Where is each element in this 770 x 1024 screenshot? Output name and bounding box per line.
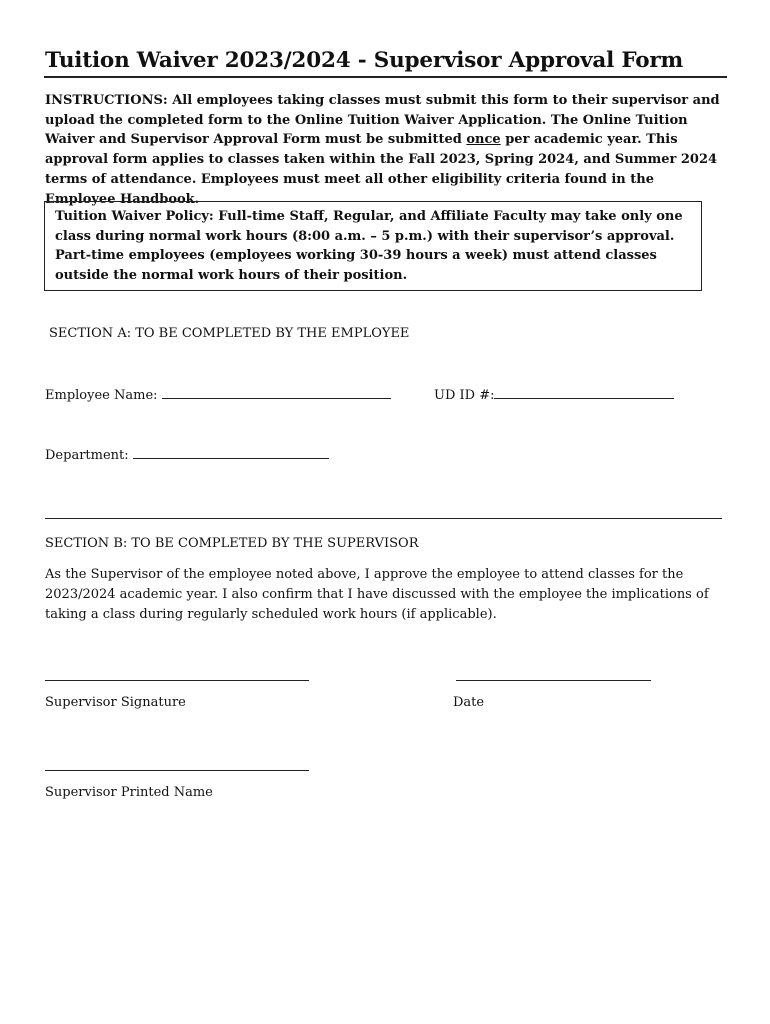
supervisor-signature-label: Supervisor Signature bbox=[45, 695, 186, 710]
date-field[interactable] bbox=[456, 680, 651, 681]
section-divider bbox=[45, 518, 722, 519]
employee-name-field[interactable] bbox=[162, 386, 391, 399]
department-label: Department: bbox=[45, 448, 129, 463]
section-b-heading: SECTION B: TO BE COMPLETED BY THE SUPERVISOR bbox=[45, 536, 419, 551]
supervisor-printed-name-field[interactable] bbox=[45, 770, 309, 771]
instructions-text-part1: INSTRUCTIONS: All employees taking classes must submit this form to their supervisor and upload the completed form to the Online Tuition Waiver Application. The Online Tuition Waiver and Supervisor Approval Form must be submitted bbox=[45, 93, 720, 148]
policy-box bbox=[44, 201, 702, 291]
instructions-text-part2: per academic year. This approval form applies to classes taken within the Fall 2023, Spring 2024, and Summer 2024 terms of attendance. Employees must meet all other eligibility criteria found in the Employee Handbook. bbox=[45, 132, 718, 207]
employee-name-label: Employee Name: bbox=[45, 388, 158, 403]
employee-name-row bbox=[45, 386, 391, 403]
ud-id-field[interactable] bbox=[494, 386, 674, 399]
title-divider bbox=[44, 76, 727, 78]
form-title: Tuition Waiver 2023/2024 - Supervisor Approval Form bbox=[45, 48, 684, 73]
department-row bbox=[45, 446, 329, 463]
section-a-heading: SECTION A: TO BE COMPLETED BY THE EMPLOYEE bbox=[49, 326, 410, 341]
instructions-emphasis: once bbox=[466, 132, 501, 148]
date-label: Date bbox=[453, 695, 485, 710]
policy-text: Tuition Waiver Policy: Full-time Staff, Regular, and Affiliate Faculty may take only one class during normal work hours (8:00 a.m. – 5 p.m.) with their supervisor’s approval. Part-time employees (employees working 30-39 hours a week) must attend classes outside the normal work hours of their position. bbox=[55, 209, 683, 284]
ud-id-label: UD ID #: bbox=[434, 388, 495, 403]
supervisor-signature-field[interactable] bbox=[45, 680, 309, 681]
ud-id-row bbox=[434, 386, 674, 403]
approval-statement: As the Supervisor of the employee noted above, I approve the employee to attend classes for the 2023/2024 academic year. I also confirm that I have discussed with the employee the implications of taking a class during regularly scheduled work hours (if applicable). bbox=[45, 567, 709, 622]
department-field[interactable] bbox=[133, 446, 329, 459]
supervisor-printed-name-label: Supervisor Printed Name bbox=[45, 785, 213, 800]
instructions-paragraph bbox=[45, 91, 725, 209]
